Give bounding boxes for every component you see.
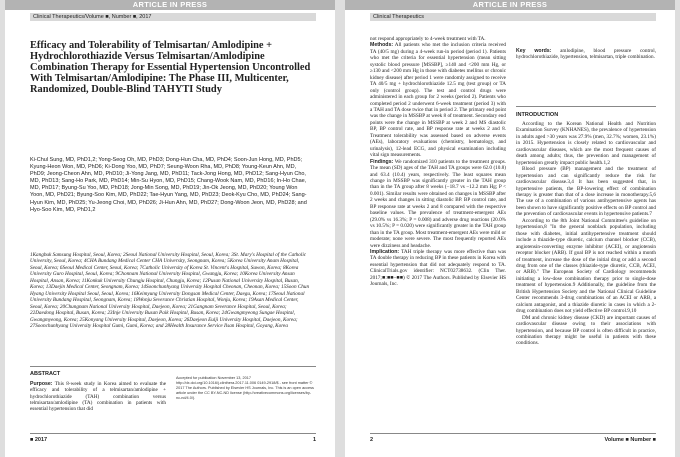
abstract-continued [370,36,506,288]
journal-name: Clinical Therapeutics/Volume ■, Number ■, 2017 [33,14,152,20]
divider [516,106,656,107]
keywords-text: amlodipine, blood pressure control, hydrochlorothiazide, hypertension, telmisartan, triple combination. [516,48,656,61]
purpose-text: This 8-week study in Korea aimed to evaluate the efficacy and tolerability of a telmisartan/amlodipine + hydrochlorothiazide (TAH) combination versus telmisartan/amlodipine (TA) combination in patients with essential hypertension that did [30,381,167,413]
purpose-label: Purpose: [30,381,53,387]
intro-paragraph: According to the Korean National Health and Nutrition Examination Survey (KNHANES), the prevalence of hypertension in adults aged >30 years was 27.9% (men, 32.7%; women, 23.1%) in 2015. Hypertension is closely related to cardiovascular and cardiovascular diseases, which are the most frequent causes of death among adults; thus, the prevention and management of hypertension greatly impact public health.1,2 [516,121,656,166]
publication-note: Accepted for publication November 13, 2017 http://dx.doi.org/10.1016/j.clinthera.2017.11.006 0149-2918/$ - see front matter © 2017 The Authors. Published by Elsevier HS Journals, Inc. This is an open access article under the CC BY-NC-ND license (http://creativecommons.org/licenses/by-nc-nd/4.0/). [176,376,314,400]
abstract-methods [370,42,506,158]
page-2 [345,0,675,457]
methods-label: Methods: [370,42,394,49]
abstract-findings [370,159,506,249]
footer-rule [370,433,656,434]
article-in-press-banner: ARTICLE IN PRESS [345,0,675,10]
journal-name: Clinical Therapeutics [373,14,424,20]
implication-label: Implication: [370,248,400,255]
intro-heading: INTRODUCTION [516,112,559,118]
abstract-heading: ABSTRACT [30,371,61,377]
keywords-label: Key words: [516,48,552,54]
keywords [516,48,656,61]
abstract-purpose [30,381,166,412]
page-number: 2 [370,437,374,443]
page-number: 1 [312,437,316,443]
footer-volume: Volume ■ Number ■ [604,437,656,443]
author-list: Ki-Chul Sung, MD, PhD1,2; Yong-Seog Oh, MD, PhD3; Dong-Hun Cha, MD, PhD4; Soon-Jun Hong, MD, PhD5; Kyung-Heon Won, MD, PhD6; Ki-Dong Yoo, MD, PhD7; Seung-Woon Rha, MD, PhD8; Young-Keun Ahn, MD, PhD9; Jeong-Cheon Ahn, MD, PhD10; Ji-Yong Jang, MD, PhD11; Tack-Jong Hong, MD, PhD12; Sang-Hyun Cho, MD, PhD13; Sang-Ho Park, MD, PhD14; Min-Su Hyon, MD, PhD15; Chang-Wook Nam, MD, PhD16; In-Ho Chae, MD, PhD17; Byung-Su Yoo, MD, PhD18; Jong-Min Song, MD, PhD19; Jin-Ok Jeong, MD, PhD20; Young Won Yoon, MD, PhD21; Byung-Soo Kim, MD, PhD22; Tae-Hyun Yang, MD, PhD23; Deok-Kyu Cho, MD, PhD24; Sang-Hyun Kim, MD, PhD25; Yu-Jeong Choi, MD, PhD26; Ji-Hun Ahn, MD, PhD27; Dong-Woon Jeon, MD, PhD28; and Hyo-Soo Kim, MD, PhD1,2 [30,157,307,213]
article-in-press-banner: ARTICLE IN PRESS [5,0,335,10]
page-footer [370,437,656,443]
introduction-body [516,121,656,347]
abstract-text: not respond appropriately to 4-week treatment with TA. [370,36,486,42]
intro-paragraph: According to the 8th Joint National Committee's guideline on hypertension,8 "In the general nonblack population, including those with diabetes, initial antihypertensive treatment should include a thiazide-type diuretic, calcium channel blocker (CCB), angiotensin-converting enzyme inhibitor (ACEI), or angiotensin receptor blocker (ARB). If goal BP is not reached within a month of treatment, increase the dose of the initial drug or add a second drug from one of the classes (thiazide-type diuretic, CCB, ACEI, or ARB)." The European Society of Cardiology recommends initiating a low-dose combination therapy prior to single-dose treatment of hypertension.9 Additionally, the guideline from the British Hypertension Society and the National Clinical Guideline Center recommends 3-drug combinations of an ACEI or ARB, a calcium antagonist, and a thiazide diuretic in cases in which a 2-drug combination does not yield effective BP control.9,10 [516,217,656,315]
article-title: Efficacy and Tolerability of Telmisartan/ Amlodipine + Hydrochlorothiazide Versus Telmisartan/Amlodipine Combination Therapy for Essential Hypertension Uncontrolled With Telmisartan/Amlodipine: The Phase III, Multicenter, Randomized, Double-Blind TAHYTI Study [30,40,311,95]
findings-label: Findings: [370,158,394,165]
intro-paragraph: Blood pressure (BP) management and the treatment of hypertension and can significantly reduce the risk for cardiovascular disease.3,4 It has been suggested that, in hypertensive patients, the BP-lowering effect of combination therapy is greater than that of a dose increase in monotherapy.5,6 The use of a combination of various antihypertensive agents has been shown to have significantly positive effects on BP control and the prevention of cardiovascular events in hypertensive patients.7 [516,166,656,218]
implication-text: TAH triple therapy was more effective than was TA double therapy in reducing BP in these patients in Korea with essential hypertension that did not adequately respond to TA. ClinicalTrials.gov identifier: NCT02738632. (Clin Ther. 2017;■:■■–■■) © 2017 The Authors. Published by Elsevier HS Journals, Inc. [370,248,506,288]
abstract-implication [370,249,506,288]
findings-text: We randomized 310 patients to the treatment groups. The mean (SD) ages of the TAH and TA groups were 62.0 (10.8) and 63.4 (10.4) years, respectively. The least squares mean change in MSSBP was significantly greater in the TAH group than in the TA group after 8 weeks (−18.7 vs −12.2 mm Hg; P < 0.001). Similar results were obtained on changes in MSSBP after 2 weeks and changes in sitting diastolic BP. BP control rate, and BP response rate at weeks 2 and 8 compared with the respective baseline values. The prevalence of treatment-emergent AEs (29.0% vs 16.3%; P = 0.008) and adverse drug reactions (20.0% vs 10.5%; P = 0.020) were significantly greater in the TAH group than in the TA group. Most treatment-emergent AEs were mild or moderate; none were severe. The most frequently reported AEs were dizziness and headache. [370,158,506,249]
affiliations: 1Kangbuk Samsung Hospital, Seoul, Korea; 2Seoul National University Hospital, Seoul, Korea; 3St. Mary's Hospital of the Catholic University, Seoul, Korea; 4CHA Bundang Medical Center CHA University, Seongnam, Korea; 5Korea University Anam Hospital, Seoul, Korea; 6Seoul Medical Center, Seoul, Korea; 7Catholic University of Korea St. Vincent's Hospital, Suwon, Korea; 8Korea University Guro Hospital, Seoul, Korea; 9Chonnam National University Hospital, Gwangju, Korea; 10Korea University Ansan Hospital, Ansan, Korea; 11Konkuk University Chungju Hospital, Chungju, Korea; 12Pusan National University Hospital, Busan, Korea; 13Daejin Medical Center, Seongnam, Korea; 14Soonchunhyang University Hospital Cheonan, Cheonan, Korea; 15Soon Chun Hyang University Hospital Seoul, Seoul, Korea; 16Keimyung University Dongsan Medical Center, Daegu, Korea; 17Seoul National University Bundang Hospital, Seongnam, Korea; 18Wonju Severance Christian Hospital, Wonju, Korea; 19Asan Medical Center, Seoul, Korea; 20Chungnam National University Hospital, Daejeon, Korea; 21Gangnam Severance Hospital, Seoul, Korea; 22Daedong Hospital, Busan, Korea; 23Inje University Busan Paik Hospital, Busan, Korea; 24Gwangmyeong Sungae Hospital, Gwangmyeong, Korea; 25Konyang University Hospital, Daejeon, Korea; 26Daejeon Eulji University Hospital, Daejeon, Korea; 27Soonchunhyang University Hospital Gumi, Gumi, Korea; and 28Health Insurance Service Ilsan Hospital, Goyang, Korea [30,252,310,329]
journal-header [30,13,316,21]
divider [30,366,316,367]
footer-rule [30,433,316,434]
intro-paragraph: DM and chronic kidney disease (CKD) are important causes of cardiovascular disease owing to their associations with hypertension, and because BP control is often difficult in practice, combination therapy might be useful in patients with these conditions. [516,314,656,347]
page-footer [30,437,316,443]
journal-header [370,13,656,21]
footer-date: ■ 2017 [30,437,48,443]
page-1 [5,0,335,457]
methods-text: All patients who met the inclusion criteria received TA (40/5 mg) during a 4-week run-in period (period 1). Patients who met the criteria for essential hypertension (mean sitting systolic blood pressure [MSSBP], ≥140 and <200 mm Hg, or ≥130 and <200 mm Hg in those with diabetes mellitus or chronic kidney disease) after period 1 were randomly assigned to receive TA 40/5 mg + hydrochlorothiazide 12.5 mg (test group) or TA only (control group). The test and control drugs were administered in each group for 2 weeks (period 2). Patients who completed period 2 underwent 6-week treatment (period 3) with a TAH and TA dose twice that in period 2. The primary end point was the change in MSSBP at week 8 of treatment. Secondary end points were the change in MSSBP at week 2 and MS diastolic BP, BP control rate, and BP response rate at weeks 2 and 8. Treatment tolerability was assessed based on adverse events (AEs), laboratory evaluations (chemistry, hematology, and urinalysis), 12-lead ECG, and physical examination including vital sign measurements. [370,42,506,159]
